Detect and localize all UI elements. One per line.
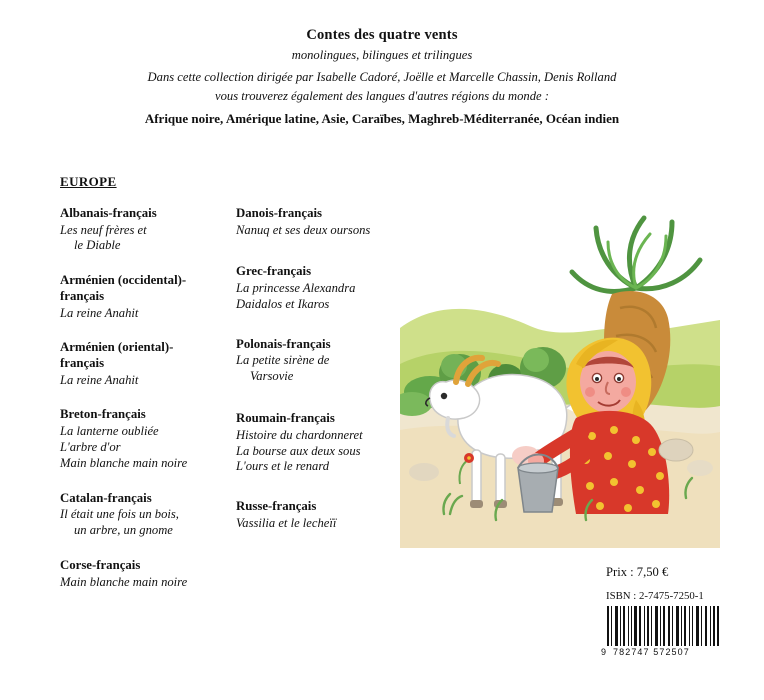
work-title (236, 353, 408, 385)
work-line: La princesse Alexandra (236, 281, 356, 296)
work-line: L'arbre d'or (60, 439, 121, 454)
work-title (236, 223, 408, 239)
regions-line: Afrique noire, Amérique latine, Asie, Caraïbes, Maghreb-Méditerranée, Océan indien (144, 110, 620, 126)
language-name: Roumain-français (236, 411, 335, 426)
work-title (60, 373, 225, 389)
page-title: Contes des quatre vents (306, 27, 458, 43)
list-item (236, 411, 408, 475)
page-subtitle: monolingues, bilingues et trilingues (291, 48, 473, 63)
section-heading-europe: EUROPE (60, 174, 117, 189)
work-line: Vassilia et le lecheïï (236, 515, 337, 530)
work-title (60, 424, 225, 472)
list-item (60, 558, 225, 590)
work-title (236, 281, 408, 313)
barcode-main-digits: 782747 572507 (613, 647, 690, 657)
list-item (236, 264, 408, 312)
work-line: Main blanche main noire (60, 455, 188, 470)
cover-illustration (400, 168, 720, 548)
work-title (60, 507, 225, 539)
collection-line: Dans cette collection dirigée par Isabelle Cadoré, Joëlle et Marcelle Chassin, Denis Rolland (147, 69, 617, 84)
work-line: Les neuf frères et (60, 222, 147, 237)
work-title (236, 428, 408, 476)
work-line: La reine Anahit (60, 305, 139, 320)
barcode-bars (601, 606, 721, 646)
work-line: Nanuq et ses deux oursons (236, 222, 371, 237)
work-title (236, 516, 408, 532)
language-name-cont: français (60, 356, 105, 371)
work-title (60, 575, 225, 591)
language-name: Albanais-français (60, 206, 157, 220)
work-line: Varsovie (250, 369, 294, 384)
list-item (236, 337, 408, 385)
list-item (60, 273, 225, 321)
language-list-left (60, 206, 225, 609)
also-line: vous trouverez également des langues d'autres régions du monde : (215, 89, 549, 104)
barcode-digits (601, 646, 721, 658)
work-line: un arbre, un gnome (74, 523, 173, 538)
list-item (60, 407, 225, 471)
language-name: Russe-français (236, 499, 317, 514)
price-label: Prix : 7,50 € (606, 565, 669, 579)
work-line: Daidalos et Ikaros (236, 296, 330, 311)
work-line: Il était une fois un bois, (60, 507, 179, 522)
work-line: La lanterne oubliée (60, 424, 159, 439)
language-name: Corse-français (60, 558, 141, 572)
list-item (236, 206, 408, 238)
work-line: La bourse aux deux sous (236, 443, 361, 458)
work-line: L'ours et le renard (236, 459, 330, 474)
language-name: Arménien (oriental)- (60, 340, 174, 355)
barcode (601, 606, 721, 658)
list-item (60, 340, 225, 388)
work-title (60, 306, 225, 322)
isbn-label: ISBN : 2-7475-7250-1 (606, 590, 704, 602)
language-list-right (236, 206, 408, 551)
work-title (60, 223, 225, 255)
language-name: Polonais-français (236, 336, 331, 351)
list-item (236, 499, 408, 531)
language-name-cont: français (60, 288, 105, 303)
work-line: le Diable (74, 238, 121, 253)
list-item (60, 206, 225, 254)
work-line: La reine Anahit (60, 372, 139, 387)
work-line: Histoire du chardonneret (236, 427, 363, 442)
header (0, 26, 764, 127)
language-name: Danois-français (236, 206, 323, 220)
language-name: Grec-français (236, 264, 312, 279)
barcode-lead-digit: 9 (601, 647, 608, 657)
language-name: Catalan-français (60, 490, 152, 505)
language-name: Breton-français (60, 407, 146, 422)
illustration-svg (400, 168, 720, 548)
work-line: Main blanche main noire (60, 574, 188, 589)
work-line: La petite sirène de (236, 353, 330, 368)
list-item (60, 491, 225, 539)
language-name: Arménien (occidental)- (60, 273, 187, 288)
